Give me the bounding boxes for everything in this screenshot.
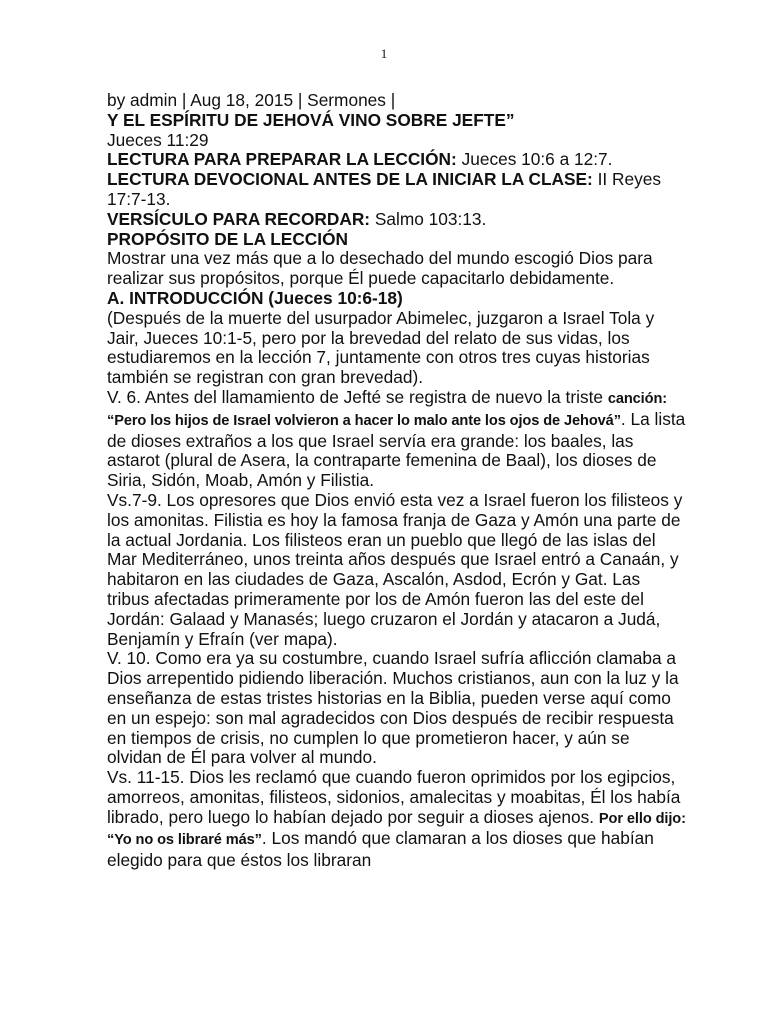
lectura-preparar-value: Jueces 10:6 a 12:7. bbox=[456, 149, 613, 170]
page-number: 1 bbox=[380, 46, 388, 61]
versiculo-label: VERSÍCULO PARA RECORDAR: bbox=[107, 208, 371, 229]
lectura-preparar bbox=[107, 150, 687, 170]
v6-quote: canción: “Pero los hijos de Israel volvieron a hacer lo malo ante los ojos de Jehová” bbox=[107, 390, 668, 429]
title-reference: Jueces 11:29 bbox=[107, 129, 209, 150]
versiculo-value: Salmo 103:13. bbox=[370, 208, 487, 229]
vs11-pre: Vs. 11-15. Dios les reclamó que cuando fueron oprimidos por los egipcios, amorreos, amonitas, filisteos, sidonios, amalecitas y moabitas, Él los había librado, pero luego lo habían dejado por seguir a dioses ajenos. bbox=[107, 767, 681, 827]
v6-pre: V. 6. Antes del llamamiento de Jefté se registra de nuevo la triste bbox=[107, 386, 608, 407]
lectura-devocional-label: LECTURA DEVOCIONAL ANTES DE LA INICIAR LA CLASE: bbox=[107, 169, 593, 190]
post-meta: by admin | Aug 18, 2015 | Sermones | bbox=[107, 90, 396, 110]
vs11-quote: Por ello dijo: “Yo no os libraré más” bbox=[107, 810, 686, 849]
versiculo bbox=[107, 210, 687, 230]
vs11-15-paragraph bbox=[107, 768, 687, 871]
proposito-heading: PROPÓSITO DE LA LECCIÓN bbox=[107, 228, 349, 249]
introduccion-paragraph: (Después de la muerte del usurpador Abimelec, juzgaron a Israel Tola y Jair, Jueces 10:1-5, pero por la brevedad del relato de sus vidas, los estudiaremos en la lección 7, juntamente con otros tres cuyas historias también se registran con gran brevedad). bbox=[107, 307, 655, 388]
vs7-9-paragraph: Vs.7-9. Los opresores que Dios envió esta vez a Israel fueron los filisteos y los amonitas. Filistia es hoy la famosa franja de Gaza y Amón una parte de la actual Jordania. Los filisteos eran un pueblo que llegó de las islas del Mar Mediterráneo, unos treinta años después que Israel entró a Canaán, y habitaron en las ciudades de Gaza, Ascalón, Asdod, Ecrón y Gat. Las tribus afectadas primeramente por los de Amón fueron las del este del Jordán: Galaad y Manasés; luego cruzaron el Jordán y atacaron a Judá, Benjamín y Efraín (ver mapa). bbox=[107, 489, 683, 649]
v6-post: . La lista de dioses extraños a los que Israel servía era grande: los baales, las astarot (plural de Asera, la contraparte femenina de Baal), los dioses de Siria, Sidón, Moab, Amón y Filistia. bbox=[107, 408, 686, 491]
v10-paragraph: V. 10. Como era ya su costumbre, cuando Israel sufría aflicción clamaba a Dios arrepentido pidiendo liberación. Muchos cristianos, aun con la luz y la enseñanza de estas tristes historias en la Biblia, pueden verse aquí como en un espejo: son mal agradecidos con Dios después de recibir respuesta en tiempos de crisis, no cumplen lo que prometieron hacer, y aún se olvidan de Él para volver al mundo. bbox=[107, 648, 679, 768]
vs11-post: . Los mandó que clamaran a los dioses que habían elegido para que éstos los libraran bbox=[107, 828, 654, 871]
proposito-text: Mostrar una vez más que a lo desechado del mundo escogió Dios para realizar sus propósitos, porque Él puede capacitarlo debidamente. bbox=[107, 248, 653, 289]
lesson-title: Y EL ESPÍRITU DE JEHOVÁ VINO SOBRE JEFTE” bbox=[107, 109, 515, 130]
lectura-devocional bbox=[107, 170, 687, 210]
lectura-devocional-value: II Reyes 17:7-13. bbox=[107, 169, 662, 209]
lectura-preparar-label: LECTURA PARA PREPARAR LA LECCIÓN: bbox=[107, 149, 457, 170]
introduccion-heading: A. INTRODUCCIÓN (Jueces 10:6-18) bbox=[107, 287, 403, 308]
document-body bbox=[107, 91, 687, 871]
v6-paragraph bbox=[107, 388, 687, 491]
